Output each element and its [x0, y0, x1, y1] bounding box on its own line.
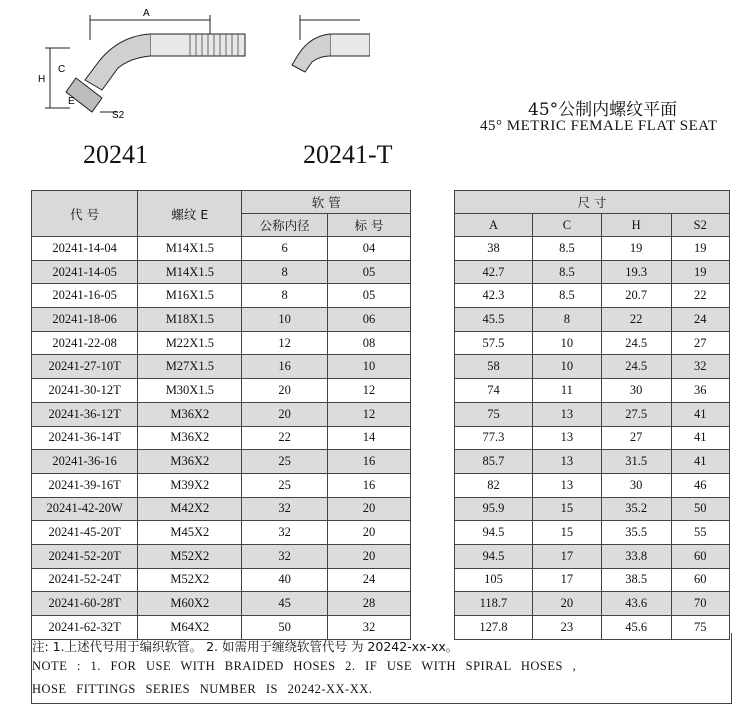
cell-thread: M27X1.5 [138, 355, 242, 379]
note-english-line2: HOSE FITTINGS SERIES NUMBER IS 20242-XX-XX. [32, 682, 373, 696]
cell-thread: M36X2 [138, 450, 242, 474]
cell-thread: M52X2 [138, 568, 242, 592]
cell-s2: 36 [671, 379, 729, 403]
cell-h: 20.7 [601, 284, 671, 308]
cell-hose-id: 20 [242, 402, 327, 426]
cell-code: 20241-60-28T [32, 592, 138, 616]
header-size: 尺 寸 [454, 191, 729, 214]
header-c: C [533, 214, 602, 237]
cell-h: 35.2 [601, 497, 671, 521]
cell-a: 77.3 [454, 426, 532, 450]
cell-code: 20241-36-14T [32, 426, 138, 450]
dimension-label-h: H [38, 74, 46, 85]
cell-s2: 32 [671, 355, 729, 379]
table-row [32, 426, 730, 450]
cell-gap [411, 473, 455, 497]
cell-code: 20241-52-20T [32, 544, 138, 568]
cell-gap [411, 237, 455, 261]
model-number-20241-t: 20241-T [303, 140, 393, 169]
cell-a: 42.3 [454, 284, 532, 308]
cell-hose-no: 20 [327, 497, 410, 521]
cell-hose-no: 05 [327, 260, 410, 284]
cell-thread: M30X1.5 [138, 379, 242, 403]
cell-h: 27 [601, 426, 671, 450]
cell-code: 20241-42-20W [32, 497, 138, 521]
header-gap [411, 191, 455, 237]
cell-s2: 41 [671, 402, 729, 426]
cell-gap [411, 521, 455, 545]
cell-hose-no: 16 [327, 473, 410, 497]
cell-h: 27.5 [601, 402, 671, 426]
cell-gap [411, 402, 455, 426]
cell-hose-id: 50 [242, 616, 327, 640]
cell-gap [411, 260, 455, 284]
table-row [32, 237, 730, 261]
table-row [32, 521, 730, 545]
cell-s2: 70 [671, 592, 729, 616]
cell-code: 20241-62-32T [32, 616, 138, 640]
table-row [32, 544, 730, 568]
cell-c: 13 [533, 450, 602, 474]
cell-h: 43.6 [601, 592, 671, 616]
cell-hose-id: 22 [242, 426, 327, 450]
cell-a: 38 [454, 237, 532, 261]
cell-code: 20241-14-04 [32, 237, 138, 261]
cell-hose-no: 20 [327, 521, 410, 545]
cell-code: 20241-27-10T [32, 355, 138, 379]
cell-hose-no: 12 [327, 402, 410, 426]
cell-gap [411, 308, 455, 332]
cell-hose-no: 28 [327, 592, 410, 616]
cell-a: 57.5 [454, 331, 532, 355]
cell-a: 105 [454, 568, 532, 592]
cell-h: 19 [601, 237, 671, 261]
cell-h: 31.5 [601, 450, 671, 474]
cell-a: 95.9 [454, 497, 532, 521]
cell-h: 33.8 [601, 544, 671, 568]
cell-hose-id: 8 [242, 284, 327, 308]
cell-hose-id: 25 [242, 473, 327, 497]
cell-c: 13 [533, 473, 602, 497]
cell-hose-no: 05 [327, 284, 410, 308]
cell-s2: 19 [671, 237, 729, 261]
cell-gap [411, 568, 455, 592]
cell-c: 20 [533, 592, 602, 616]
cell-hose-id: 16 [242, 355, 327, 379]
cell-thread: M60X2 [138, 592, 242, 616]
cell-thread: M18X1.5 [138, 308, 242, 332]
cell-code: 20241-52-24T [32, 568, 138, 592]
cell-code: 20241-39-16T [32, 473, 138, 497]
dimension-label-e: E [68, 96, 75, 107]
cell-gap [411, 379, 455, 403]
table-row [32, 331, 730, 355]
cell-hose-id: 40 [242, 568, 327, 592]
cell-h: 22 [601, 308, 671, 332]
cell-hose-id: 25 [242, 450, 327, 474]
cell-a: 74 [454, 379, 532, 403]
header-h: H [601, 214, 671, 237]
cell-code: 20241-30-12T [32, 379, 138, 403]
cell-hose-no: 10 [327, 355, 410, 379]
cell-thread: M16X1.5 [138, 284, 242, 308]
cell-h: 19.3 [601, 260, 671, 284]
cell-c: 8 [533, 308, 602, 332]
cell-gap [411, 544, 455, 568]
cell-code: 20241-18-06 [32, 308, 138, 332]
cell-h: 38.5 [601, 568, 671, 592]
cell-gap [411, 497, 455, 521]
header-thread: 螺纹 E [138, 191, 242, 237]
cell-s2: 24 [671, 308, 729, 332]
cell-s2: 75 [671, 616, 729, 640]
cell-s2: 46 [671, 473, 729, 497]
cell-c: 13 [533, 426, 602, 450]
cell-s2: 27 [671, 331, 729, 355]
cell-thread: M52X2 [138, 544, 242, 568]
cell-s2: 19 [671, 260, 729, 284]
cell-c: 8.5 [533, 237, 602, 261]
cell-a: 45.5 [454, 308, 532, 332]
table-row [32, 568, 730, 592]
cell-thread: M14X1.5 [138, 237, 242, 261]
cell-c: 15 [533, 497, 602, 521]
cell-h: 35.5 [601, 521, 671, 545]
cell-gap [411, 450, 455, 474]
cell-hose-no: 06 [327, 308, 410, 332]
cell-thread: M64X2 [138, 616, 242, 640]
table-row [32, 450, 730, 474]
header-s2: S2 [671, 214, 729, 237]
cell-c: 11 [533, 379, 602, 403]
cell-thread: M36X2 [138, 426, 242, 450]
cell-code: 20241-16-05 [32, 284, 138, 308]
cell-s2: 41 [671, 450, 729, 474]
cell-code: 20241-36-16 [32, 450, 138, 474]
cell-hose-no: 20 [327, 544, 410, 568]
header-hose-id: 公称内径 [242, 214, 327, 237]
table-row [32, 473, 730, 497]
cell-h: 24.5 [601, 331, 671, 355]
cell-a: 82 [454, 473, 532, 497]
cell-hose-no: 32 [327, 616, 410, 640]
spec-table [31, 190, 730, 640]
cell-c: 10 [533, 355, 602, 379]
cell-c: 17 [533, 544, 602, 568]
cell-hose-no: 12 [327, 379, 410, 403]
dimension-label-a: A [143, 8, 150, 19]
cell-s2: 55 [671, 521, 729, 545]
dimension-label-c: C [58, 64, 66, 75]
cell-a: 85.7 [454, 450, 532, 474]
cell-thread: M39X2 [138, 473, 242, 497]
cell-hose-no: 24 [327, 568, 410, 592]
cell-h: 45.6 [601, 616, 671, 640]
cell-hose-id: 32 [242, 521, 327, 545]
cell-a: 94.5 [454, 521, 532, 545]
notes-box [31, 633, 732, 704]
cell-hose-id: 20 [242, 379, 327, 403]
header-hose: 软 管 [242, 191, 411, 214]
cell-gap [411, 331, 455, 355]
cell-thread: M42X2 [138, 497, 242, 521]
title-chinese: 45°公制内螺纹平面 [528, 100, 678, 120]
note-chinese: 注: 1.上述代号用于编织软管。 2. 如需用于缠绕软管代号 为 20242-xx-xx。 [32, 639, 459, 654]
table-row [32, 260, 730, 284]
cell-gap [411, 592, 455, 616]
table-row [32, 497, 730, 521]
dimension-label-s2: S2 [112, 110, 125, 120]
cell-gap [411, 426, 455, 450]
cell-hose-id: 12 [242, 331, 327, 355]
note-english-line1: NOTE : 1. FOR USE WITH BRAIDED HOSES 2. IF USE WITH SPIRAL HOSES , [32, 659, 577, 673]
cell-hose-no: 04 [327, 237, 410, 261]
header-code: 代 号 [32, 191, 138, 237]
header-hose-no: 标 号 [327, 214, 410, 237]
cell-thread: M14X1.5 [138, 260, 242, 284]
title-english: 45° METRIC FEMALE FLAT SEAT [480, 118, 718, 134]
header-a: A [454, 214, 532, 237]
cell-c: 13 [533, 402, 602, 426]
cell-c: 17 [533, 568, 602, 592]
table-row [32, 402, 730, 426]
fitting-20241-drawing [45, 15, 245, 112]
cell-c: 8.5 [533, 260, 602, 284]
cell-h: 30 [601, 379, 671, 403]
cell-hose-no: 08 [327, 331, 410, 355]
cell-h: 30 [601, 473, 671, 497]
fitting-drawings [30, 0, 370, 120]
cell-code: 20241-22-08 [32, 331, 138, 355]
cell-hose-id: 8 [242, 260, 327, 284]
cell-c: 15 [533, 521, 602, 545]
table-row [32, 308, 730, 332]
cell-hose-id: 32 [242, 497, 327, 521]
cell-c: 8.5 [533, 284, 602, 308]
table-row [32, 592, 730, 616]
cell-h: 24.5 [601, 355, 671, 379]
cell-code: 20241-14-05 [32, 260, 138, 284]
cell-code: 20241-36-12T [32, 402, 138, 426]
cell-s2: 22 [671, 284, 729, 308]
cell-a: 127.8 [454, 616, 532, 640]
cell-gap [411, 284, 455, 308]
cell-hose-id: 32 [242, 544, 327, 568]
cell-s2: 41 [671, 426, 729, 450]
cell-c: 10 [533, 331, 602, 355]
table-row [32, 355, 730, 379]
cell-code: 20241-45-20T [32, 521, 138, 545]
cell-a: 58 [454, 355, 532, 379]
cell-hose-no: 16 [327, 450, 410, 474]
cell-hose-no: 14 [327, 426, 410, 450]
cell-s2: 60 [671, 568, 729, 592]
cell-a: 118.7 [454, 592, 532, 616]
cell-hose-id: 45 [242, 592, 327, 616]
table-row [32, 284, 730, 308]
cell-thread: M36X2 [138, 402, 242, 426]
cell-hose-id: 10 [242, 308, 327, 332]
fitting-20241-t-drawing [292, 15, 370, 72]
cell-a: 42.7 [454, 260, 532, 284]
cell-thread: M45X2 [138, 521, 242, 545]
cell-hose-id: 6 [242, 237, 327, 261]
cell-thread: M22X1.5 [138, 331, 242, 355]
cell-c: 23 [533, 616, 602, 640]
cell-a: 94.5 [454, 544, 532, 568]
model-number-20241: 20241 [83, 140, 148, 169]
cell-s2: 50 [671, 497, 729, 521]
table-row [32, 379, 730, 403]
cell-s2: 60 [671, 544, 729, 568]
cell-a: 75 [454, 402, 532, 426]
cell-gap [411, 355, 455, 379]
